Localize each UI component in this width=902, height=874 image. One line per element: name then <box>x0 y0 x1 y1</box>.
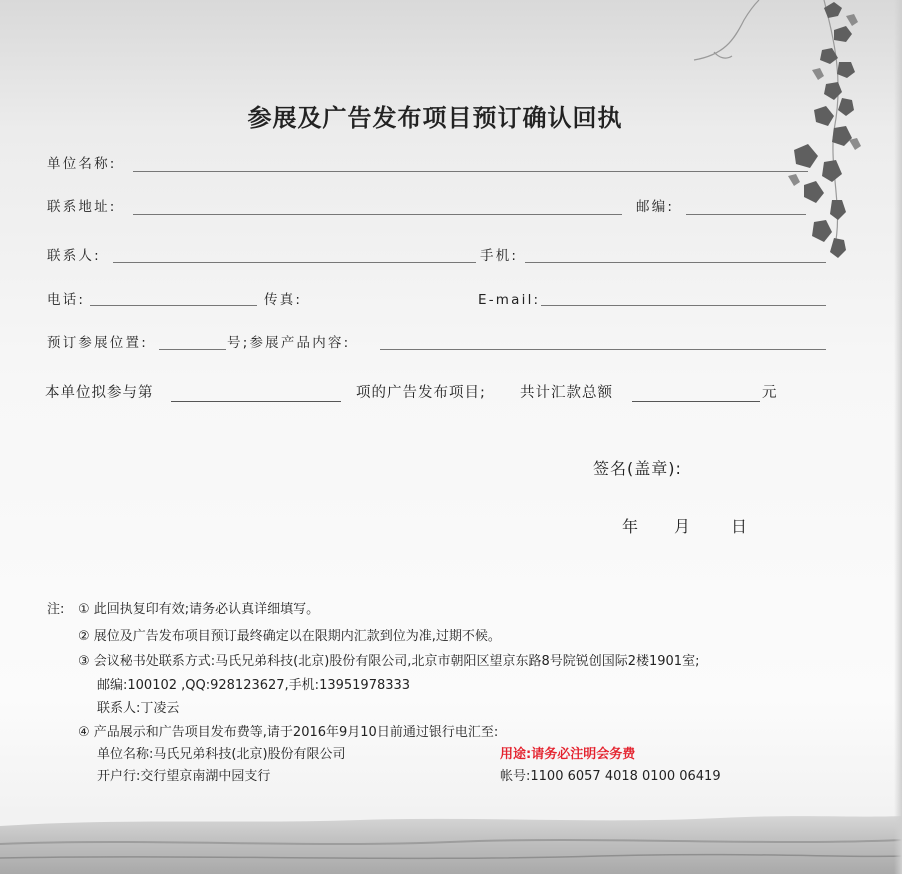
contact-field[interactable] <box>113 262 476 263</box>
landscape-decoration <box>0 808 902 874</box>
total-amount-field[interactable] <box>632 401 760 402</box>
booth-content-label: 号;参展产品内容: <box>227 335 351 351</box>
note-3-contact-person: 联系人:丁凌云 <box>97 701 180 716</box>
bank-account: 帐号:1100 6057 4018 0100 06419 <box>500 769 721 784</box>
currency-label: 元 <box>762 385 778 401</box>
payment-purpose: 用途:请务必注明会务费 <box>500 747 636 762</box>
email-label: E-mail: <box>478 292 541 308</box>
fax-label: 传真: <box>264 292 303 308</box>
ad-participation-label: 本单位拟参与第 <box>45 385 154 401</box>
postcode-label: 邮编: <box>636 199 675 215</box>
note-4: ④ 产品展示和广告项目发布费等,请于2016年9月10日前通过银行电汇至: <box>78 725 499 740</box>
booth-position-label: 预订参展位置: <box>47 335 148 351</box>
right-page-edge <box>894 0 902 874</box>
email-field[interactable] <box>541 305 826 306</box>
notes-prefix: 注: <box>47 602 65 617</box>
mobile-field[interactable] <box>525 262 826 263</box>
date-year-label: 年 <box>622 517 639 536</box>
note-3: ③ 会议秘书处联系方式:马氏兄弟科技(北京)股份有限公司,北京市朝阳区望京东路8号院锐创国际2楼1901室; <box>78 654 700 669</box>
signature-label: 签名(盖章): <box>593 459 682 478</box>
date-day-label: 日 <box>731 517 748 536</box>
note-1: ① 此回执复印有效;请务必认真详细填写。 <box>78 602 320 617</box>
bank-company-name: 单位名称:马氏兄弟科技(北京)股份有限公司 <box>97 747 346 762</box>
contact-label: 联系人: <box>47 248 101 264</box>
postcode-field[interactable] <box>686 214 806 215</box>
ad-item-count-field[interactable] <box>171 401 341 402</box>
address-label: 联系地址: <box>47 199 117 215</box>
note-2: ② 展位及广告发布项目预订最终确定以在限期内汇款到位为准,过期不候。 <box>78 629 501 644</box>
booth-number-field[interactable] <box>159 349 226 350</box>
bank-name: 开户行:交行望京南湖中园支行 <box>97 769 271 784</box>
note-3-postcode-contact: 邮编:100102 ,QQ:928123627,手机:13951978333 <box>97 678 411 693</box>
address-field[interactable] <box>133 214 622 215</box>
total-remittance-label: 共计汇款总额 <box>520 385 613 401</box>
ad-items-label: 项的广告发布项目; <box>356 385 486 401</box>
phone-label: 电话: <box>47 292 86 308</box>
page-title: 参展及广告发布项目预订确认回执 <box>247 104 623 132</box>
date-month-label: 月 <box>674 517 691 536</box>
mobile-label: 手机: <box>480 248 519 264</box>
exhibit-content-field[interactable] <box>380 349 826 350</box>
org-name-field[interactable] <box>133 171 808 172</box>
phone-field[interactable] <box>90 305 257 306</box>
org-name-label: 单位名称: <box>47 156 117 172</box>
